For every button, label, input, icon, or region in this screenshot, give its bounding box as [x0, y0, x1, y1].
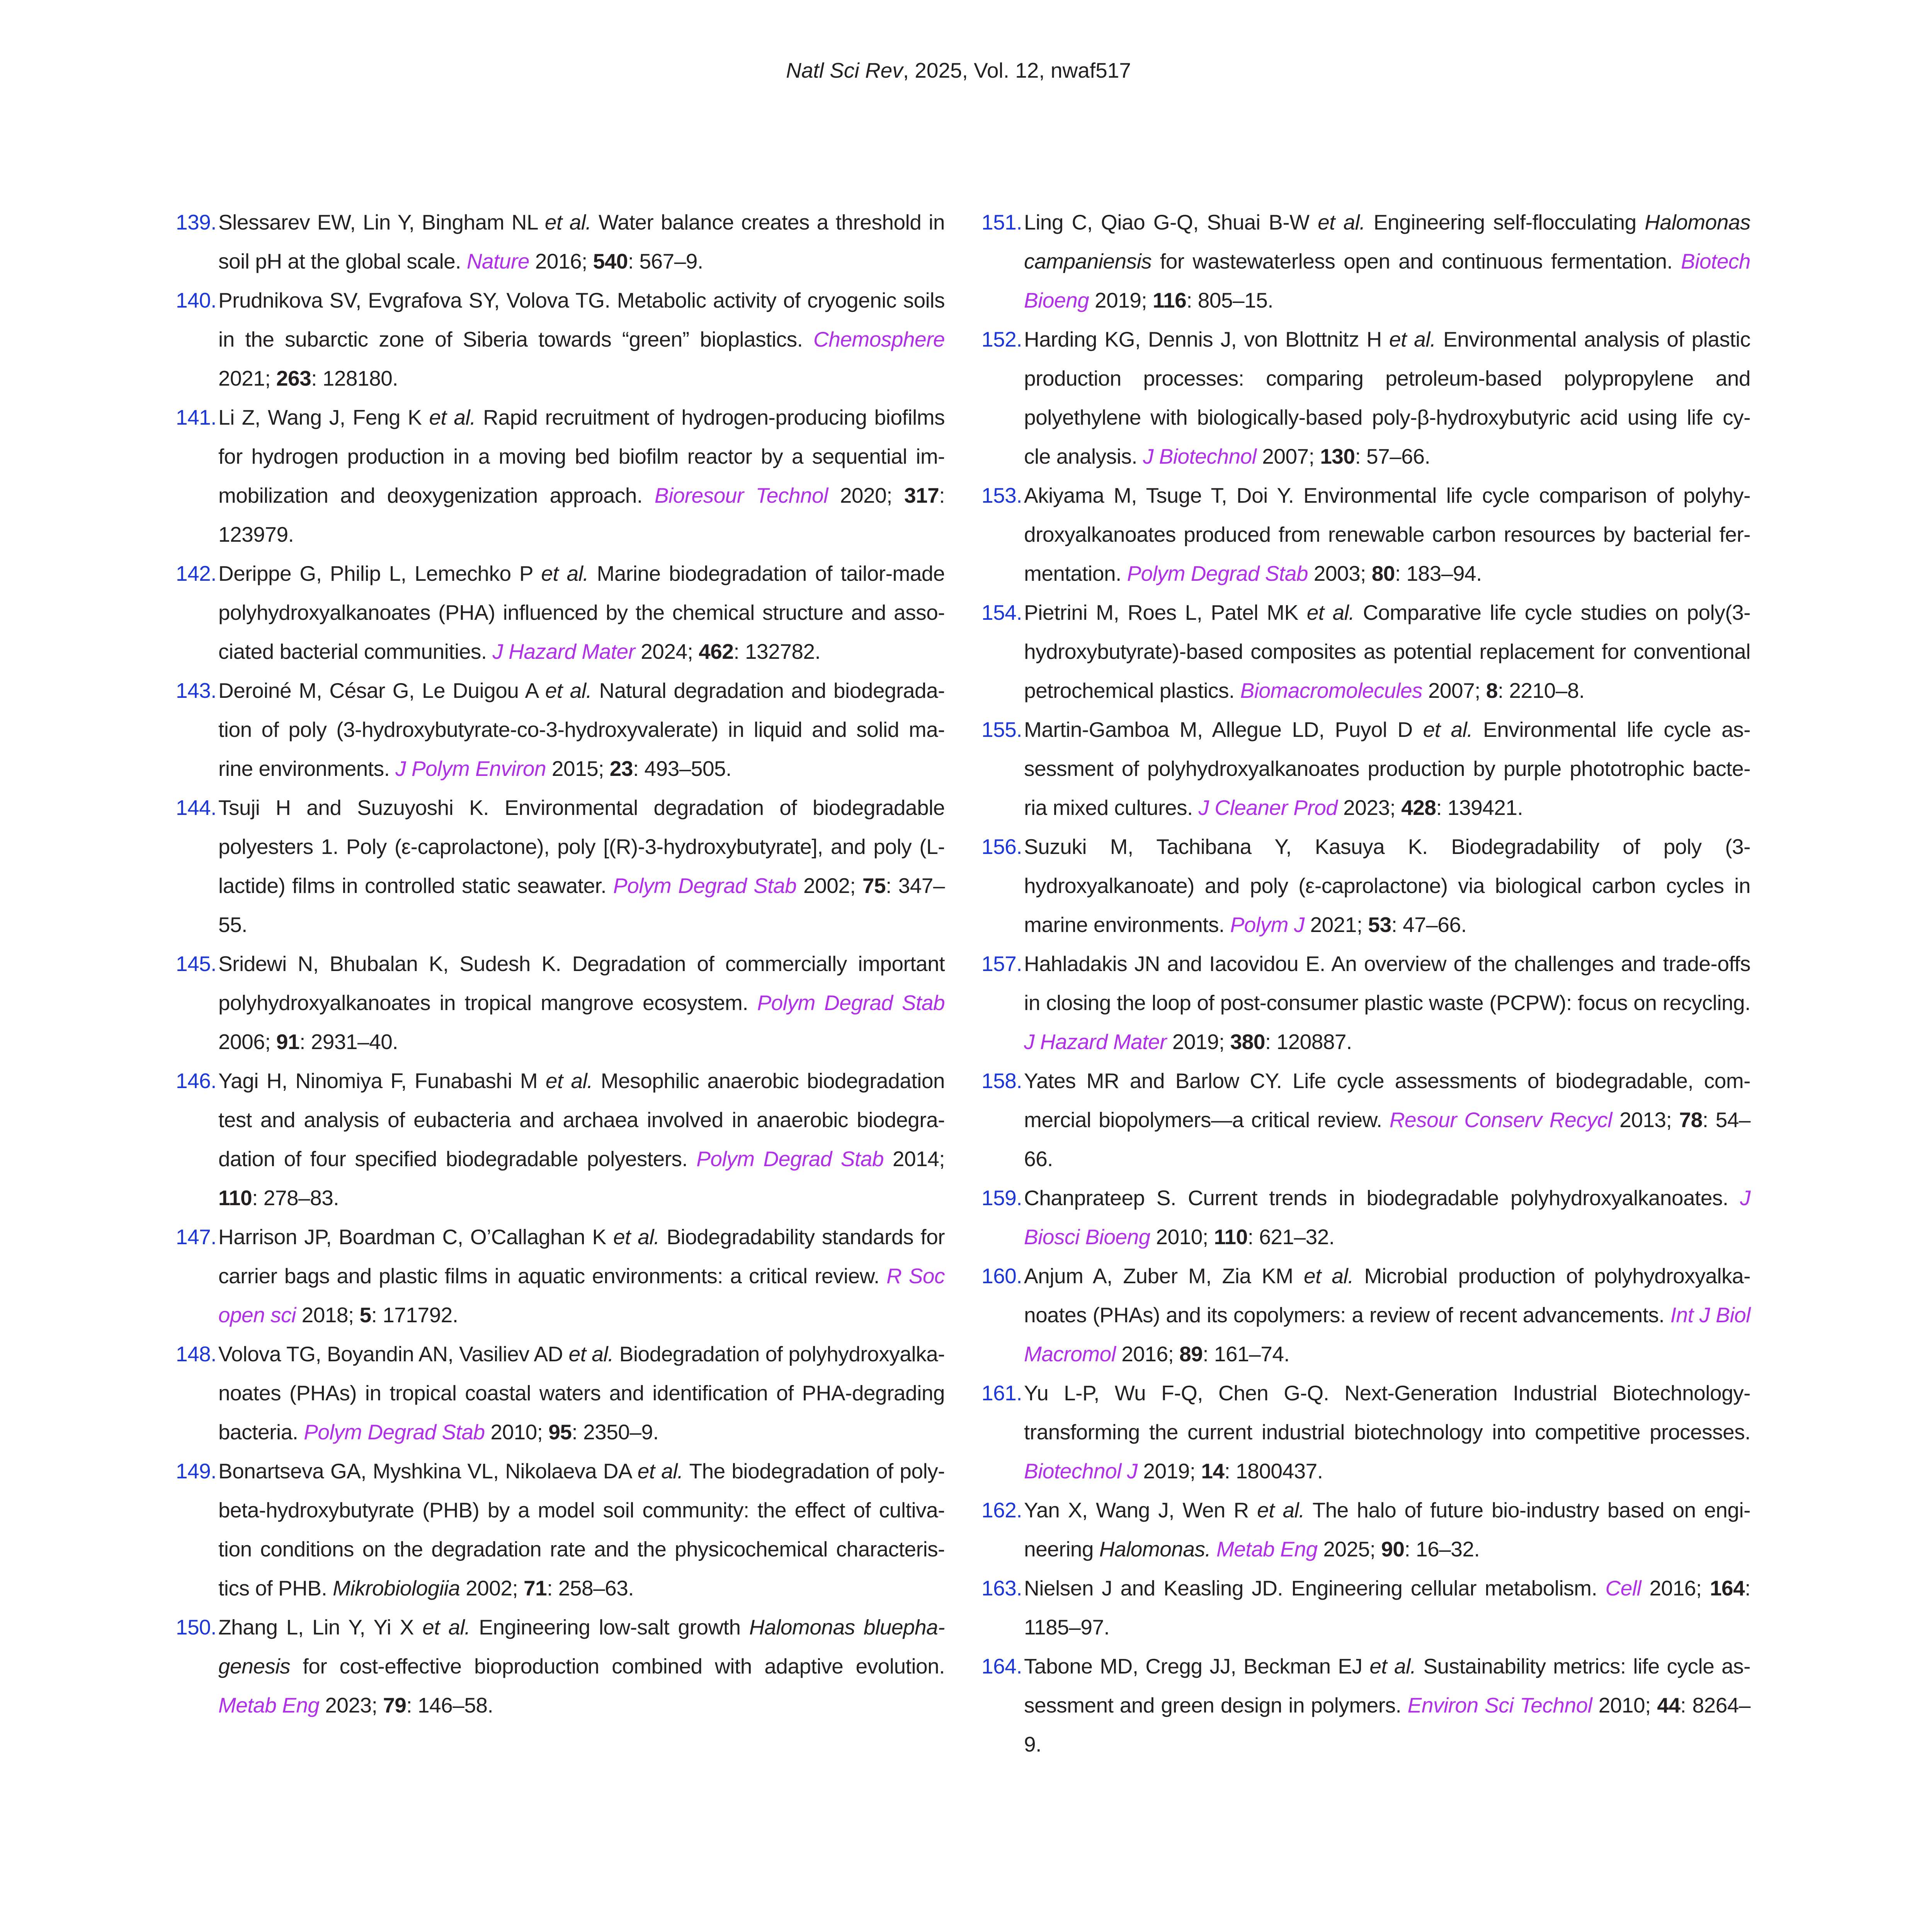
reference-pages: : 2210–8.	[1497, 679, 1585, 702]
reference-authors: Yates MR and Barlow CY. Life cycle assessments of biodegradable, com-mercial biopolymers—a critical review.	[1024, 1069, 1750, 1132]
reference-pages: : 2931–40.	[299, 1030, 398, 1054]
reference-volume: 23	[609, 757, 633, 781]
reference-item	[176, 554, 945, 671]
reference-title: Engineering self-flocculating	[1365, 210, 1645, 234]
reference-year: 2010;	[1592, 1693, 1657, 1717]
reference-volume: 380	[1230, 1030, 1265, 1054]
reference-title: Rapid recruitment of hydrogen-producing biofilms for hydrogen production in a moving bed biofilm reactor by a sequential im-mobilization and deoxygenization approach.	[218, 405, 945, 507]
reference-authors: Yan X, Wang J, Wen R	[1024, 1498, 1257, 1522]
reference-item	[981, 1061, 1750, 1179]
journal-link[interactable]: Environ Sci Technol	[1407, 1693, 1592, 1717]
journal-link[interactable]: Polym Degrad Stab	[1127, 561, 1308, 585]
reference-title-cont: for cost-effective bioproduction combined with adaptive evolution.	[290, 1654, 945, 1678]
reference-pages: : 47–66.	[1391, 913, 1467, 937]
reference-authors: Volova TG, Boyandin AN, Vasiliev AD	[218, 1342, 569, 1366]
journal-link[interactable]: J Polym Environ	[395, 757, 546, 781]
reference-year: 2020;	[828, 483, 904, 507]
reference-title-cont	[1211, 1537, 1216, 1561]
et-al: et al.	[422, 1615, 470, 1639]
journal-link[interactable]: J Hazard Mater	[1024, 1030, 1167, 1054]
reference-authors: Anjum A, Zuber M, Zia KM	[1024, 1264, 1304, 1288]
reference-authors: Prudnikova SV, Evgrafova SY, Volova TG. Metabolic activity of cryogenic soils in the subarctic zone of Siberia towards “green” bioplastics.	[218, 288, 945, 351]
reference-number-link[interactable]: 148.	[176, 1342, 217, 1366]
journal-link[interactable]: Cell	[1605, 1576, 1641, 1600]
reference-volume: 79	[383, 1693, 407, 1717]
reference-year: 2024;	[635, 639, 699, 663]
reference-authors: Nielsen J and Keasling JD. Engineering cellular metabolism.	[1024, 1576, 1606, 1600]
journal-link[interactable]: Polym Degrad Stab	[757, 991, 945, 1015]
reference-year: 2019;	[1166, 1030, 1230, 1054]
reference-volume: 5	[359, 1303, 371, 1327]
reference-number-link[interactable]: 164.	[981, 1654, 1022, 1678]
reference-volume: 75	[862, 874, 886, 898]
reference-pages: : 2350–9.	[572, 1420, 659, 1444]
journal-link[interactable]: R Soc open sci	[218, 1264, 945, 1327]
reference-year: 2007;	[1256, 444, 1320, 468]
journal-link[interactable]: Biotechnol J	[1024, 1459, 1138, 1483]
reference-title: Environmental analysis of plastic production processes: comparing petroleum-based polypropylene and polyethylene with biologically-based poly-β-hydroxybutyric acid using life cy-cle analysis.	[1024, 327, 1750, 468]
reference-volume: 89	[1179, 1342, 1203, 1366]
species-name: Halomonas.	[1099, 1537, 1211, 1561]
reference-volume: 317	[904, 483, 939, 507]
reference-item	[176, 1335, 945, 1452]
journal-link[interactable]: Int J Biol Macromol	[1024, 1303, 1750, 1366]
reference-number-link[interactable]: 147.	[176, 1225, 217, 1249]
reference-item	[981, 203, 1750, 320]
reference-number-link[interactable]: 143.	[176, 679, 217, 702]
reference-volume: 53	[1368, 913, 1391, 937]
reference-item	[981, 1374, 1750, 1491]
reference-year: 2016;	[1641, 1576, 1710, 1600]
reference-pages: : 8264–9.	[1024, 1693, 1750, 1756]
reference-pages: : 139421.	[1436, 796, 1523, 820]
reference-volume: 110	[1214, 1225, 1248, 1249]
reference-volume: 130	[1320, 444, 1355, 468]
reference-pages: : 128180.	[311, 366, 398, 390]
reference-number-link[interactable]: 163.	[981, 1576, 1022, 1600]
reference-year: 2016;	[529, 249, 593, 273]
reference-title: Environmental life cycle as-sessment of polyhydroxyalkanoates production by purple phototrophic bacte-ria mixed cultures.	[1024, 718, 1750, 820]
reference-pages: : 258–63.	[547, 1576, 634, 1600]
reference-authors: Sridewi N, Bhubalan K, Sudesh K. Degradation of commercially important polyhydroxyalkanoates in tropical mangrove ecosystem.	[218, 952, 945, 1015]
reference-pages: : 161–74.	[1203, 1342, 1290, 1366]
reference-year: 2021;	[218, 366, 276, 390]
reference-pages: : 493–505.	[633, 757, 731, 781]
journal-link[interactable]: Metab Eng	[1216, 1537, 1318, 1561]
reference-item	[176, 788, 945, 944]
reference-number-link[interactable]: 156.	[981, 835, 1022, 859]
reference-number-link[interactable]: 139.	[176, 210, 217, 234]
reference-number-link[interactable]: 146.	[176, 1069, 217, 1093]
reference-item	[981, 827, 1750, 944]
reference-year: 2023;	[1337, 796, 1402, 820]
reference-volume: 540	[593, 249, 628, 273]
reference-pages: : 621–32.	[1247, 1225, 1335, 1249]
reference-pages: : 132782.	[733, 639, 821, 663]
et-al: et al.	[541, 561, 589, 585]
reference-item	[981, 476, 1750, 593]
journal-link[interactable]: Polym J	[1230, 913, 1305, 937]
reference-authors: Yagi H, Ninomiya F, Funabashi M	[218, 1069, 546, 1093]
reference-year: 2023;	[319, 1693, 383, 1717]
reference-item	[981, 1257, 1750, 1374]
reference-number-link[interactable]: 158.	[981, 1069, 1022, 1093]
et-al: et al.	[429, 405, 476, 429]
reference-item	[176, 1608, 945, 1725]
journal-name: Mikrobiologiia	[333, 1576, 460, 1600]
reference-number-link[interactable]: 161.	[981, 1381, 1022, 1405]
reference-item	[981, 1491, 1750, 1569]
reference-volume: 110	[218, 1186, 252, 1210]
reference-item	[176, 203, 945, 281]
reference-year: 2006;	[218, 1030, 276, 1054]
reference-item	[176, 398, 945, 554]
reference-pages: : 120887.	[1265, 1030, 1352, 1054]
reference-title: Comparative life cycle studies on poly(3-hydroxybutyrate)-based composites as potential replacement for conventional petrochemical plastics.	[1024, 600, 1750, 702]
reference-number-link[interactable]: 141.	[176, 405, 217, 429]
reference-year: 2013;	[1612, 1108, 1679, 1132]
reference-item	[981, 1179, 1750, 1257]
reference-item	[981, 320, 1750, 476]
et-al: et al.	[1318, 210, 1366, 234]
reference-number-link[interactable]: 144.	[176, 796, 217, 820]
reference-number-link[interactable]: 155.	[981, 718, 1022, 742]
reference-number-link[interactable]: 160.	[981, 1264, 1022, 1288]
reference-authors: Pietrini M, Roes L, Patel MK	[1024, 600, 1307, 624]
reference-authors: Slessarev EW, Lin Y, Bingham NL	[218, 210, 545, 234]
reference-volume: 90	[1381, 1537, 1405, 1561]
reference-authors: Suzuki M, Tachibana Y, Kasuya K. Biodegradability of poly (3-hydroxyalkanoate) and poly (ε-caprolactone) via biological carbon cycles in marine environments.	[1024, 835, 1750, 937]
reference-item	[981, 1569, 1750, 1647]
et-al: et al.	[1423, 718, 1473, 742]
reference-volume: 95	[548, 1420, 572, 1444]
reference-pages: : 278–83.	[252, 1186, 339, 1210]
journal-link[interactable]: Biomacromolecules	[1240, 679, 1423, 702]
reference-year: 2014;	[883, 1147, 945, 1171]
reference-year: 2003;	[1308, 561, 1372, 585]
journal-link[interactable]: J Biosci Bioeng	[1024, 1186, 1750, 1249]
reference-item	[981, 593, 1750, 710]
reference-number-link[interactable]: 154.	[981, 600, 1022, 624]
reference-number-link[interactable]: 151.	[981, 210, 1022, 234]
reference-item	[176, 1452, 945, 1608]
reference-volume: 462	[699, 639, 734, 663]
running-header	[0, 58, 1917, 83]
reference-title: The biodegradation of poly-beta-hydroxybutyrate (PHB) by a model soil community: the effect of cultiva-tion conditions on the degradation rate and the physicochemical characteris-tics of PHB.	[218, 1459, 945, 1600]
reference-pages: : 146–58.	[406, 1693, 493, 1717]
reference-number-link[interactable]: 159.	[981, 1186, 1022, 1210]
reference-year: 2010;	[1150, 1225, 1214, 1249]
reference-authors: Tsuji H and Suzuyoshi K. Environmental degradation of biodegradable polyesters 1. Poly (ε-caprolactone), poly [(R)-3-hydroxybutyrate], and poly (L-lactide) films in controlled static seawater.	[218, 796, 945, 898]
et-al: et al.	[568, 1342, 614, 1366]
reference-authors: Deroiné M, César G, Le Duigou A	[218, 679, 545, 702]
reference-year: 2019;	[1137, 1459, 1201, 1483]
journal-link[interactable]: Biotech Bioeng	[1024, 249, 1750, 312]
reference-item	[176, 944, 945, 1061]
reference-number-link[interactable]: 145.	[176, 952, 217, 976]
reference-pages: : 1185–97.	[1024, 1576, 1750, 1639]
reference-year: 2002;	[796, 874, 862, 898]
journal-link[interactable]: Polym Degrad Stab	[304, 1420, 485, 1444]
species-name: Halomonas bluepha-genesis	[218, 1615, 945, 1678]
journal-link[interactable]: Polym Degrad Stab	[613, 874, 797, 898]
reference-title: Engineering low-salt growth	[470, 1615, 749, 1639]
reference-pages: : 57–66.	[1355, 444, 1431, 468]
reference-volume: 71	[524, 1576, 547, 1600]
reference-authors: Martin-Gamboa M, Allegue LD, Puyol D	[1024, 718, 1423, 742]
reference-title: Microbial production of polyhydroxyalka-noates (PHAs) and its copolymers: a review of recent advancements.	[1024, 1264, 1750, 1327]
reference-title: Sustainability metrics: life cycle as-sessment and green design in polymers.	[1024, 1654, 1750, 1717]
reference-pages: : 171792.	[371, 1303, 458, 1327]
journal-link[interactable]: J Cleaner Prod	[1198, 796, 1338, 820]
reference-number-link[interactable]: 150.	[176, 1615, 217, 1639]
reference-year: 2025;	[1317, 1537, 1381, 1561]
reference-column-right	[981, 203, 1750, 1764]
journal-link[interactable]: Metab Eng	[218, 1693, 320, 1717]
reference-title: Biodegradation of polyhydroxyalka-noates (PHAs) in tropical coastal waters and identification of PHA-degrading bacteria.	[218, 1342, 945, 1444]
et-al: et al.	[544, 210, 592, 234]
reference-number-link[interactable]: 142.	[176, 561, 217, 585]
reference-item	[176, 281, 945, 398]
reference-volume: 14	[1201, 1459, 1225, 1483]
reference-item	[176, 1218, 945, 1335]
reference-volume: 78	[1679, 1108, 1703, 1132]
reference-year: 2018;	[296, 1303, 360, 1327]
reference-pages: : 805–15.	[1186, 288, 1274, 312]
reference-number-link[interactable]: 149.	[176, 1459, 217, 1483]
reference-year: 2021;	[1304, 913, 1368, 937]
reference-authors: Derippe G, Philip L, Lemechko P	[218, 561, 541, 585]
reference-number-link[interactable]: 157.	[981, 952, 1022, 976]
reference-column-left	[176, 203, 945, 1725]
reference-title-cont: for wastewaterless open and continuous fermentation.	[1152, 249, 1681, 273]
header-volume-info: , 2025, Vol. 12, nwaf517	[903, 58, 1131, 82]
reference-year: 2019;	[1089, 288, 1153, 312]
reference-authors: Li Z, Wang J, Feng K	[218, 405, 429, 429]
reference-volume: 91	[276, 1030, 300, 1054]
reference-number-link[interactable]: 140.	[176, 288, 217, 312]
reference-pages: : 183–94.	[1395, 561, 1482, 585]
reference-year: 2010;	[485, 1420, 549, 1444]
et-al: et al.	[613, 1225, 660, 1249]
reference-item	[981, 710, 1750, 827]
reference-authors: Ling C, Qiao G-Q, Shuai B-W	[1024, 210, 1318, 234]
reference-pages: : 567–9.	[628, 249, 703, 273]
et-al: et al.	[545, 1069, 593, 1093]
journal-link[interactable]: Nature	[466, 249, 529, 273]
et-al: et al.	[1257, 1498, 1305, 1522]
reference-pages: : 123979.	[218, 483, 945, 546]
reference-volume: 44	[1657, 1693, 1681, 1717]
reference-authors: Yu L-P, Wu F-Q, Chen G-Q. Next-Generation Industrial Biotechnology-transforming the current industrial biotechnology into competitive processes.	[1024, 1381, 1750, 1444]
reference-year: 2002;	[460, 1576, 524, 1600]
reference-volume: 428	[1401, 796, 1436, 820]
et-al: et al.	[545, 679, 592, 702]
et-al: et al.	[1389, 327, 1436, 351]
reference-number-link[interactable]: 153.	[981, 483, 1022, 507]
reference-item	[981, 944, 1750, 1061]
reference-authors: Akiyama M, Tsuge T, Doi Y. Environmental life cycle comparison of polyhy-droxyalkanoates produced from renewable carbon resources by bacterial fer-mentation.	[1024, 483, 1750, 585]
species-name: Halomonas campaniensis	[1024, 210, 1750, 273]
journal-link[interactable]: Bioresour Technol	[654, 483, 828, 507]
journal-link[interactable]: Resour Conserv Recycl	[1389, 1108, 1612, 1132]
reference-pages: : 16–32.	[1404, 1537, 1480, 1561]
reference-authors: Tabone MD, Cregg JJ, Beckman EJ	[1024, 1654, 1370, 1678]
reference-volume: 164	[1709, 1576, 1745, 1600]
journal-link[interactable]: J Biotechnol	[1143, 444, 1257, 468]
reference-item	[176, 671, 945, 788]
journal-link[interactable]: Chemosphere	[813, 327, 945, 351]
reference-authors: Zhang L, Lin Y, Yi X	[218, 1615, 423, 1639]
reference-title: Natural degradation and biodegrada-tion of poly (3-hydroxybutyrate-co-3-hydroxyvalerate) in liquid and solid ma-rine environments.	[218, 679, 945, 781]
reference-volume: 263	[276, 366, 311, 390]
header-journal: Natl Sci Rev	[786, 58, 903, 82]
et-al: et al.	[1304, 1264, 1354, 1288]
et-al: et al.	[1369, 1654, 1416, 1678]
reference-volume: 80	[1371, 561, 1395, 585]
reference-authors: Chanprateep S. Current trends in biodegradable polyhydroxyalkanoates.	[1024, 1186, 1740, 1210]
reference-year: 2016;	[1116, 1342, 1180, 1366]
et-al: et al.	[1306, 600, 1355, 624]
reference-title: Marine biodegradation of tailor-made polyhydroxyalkanoates (PHA) influenced by the chemical structure and asso-ciated bacterial communities.	[218, 561, 945, 663]
reference-volume: 116	[1152, 288, 1187, 312]
et-al: et al.	[637, 1459, 683, 1483]
reference-volume: 8	[1486, 679, 1498, 702]
reference-number-link[interactable]: 152.	[981, 327, 1022, 351]
reference-pages: : 1800437.	[1224, 1459, 1323, 1483]
journal-link[interactable]: Polym Degrad Stab	[696, 1147, 884, 1171]
reference-title: The halo of future bio-industry based on engi-neering	[1024, 1498, 1750, 1561]
reference-authors: Bonartseva GA, Myshkina VL, Nikolaeva DA	[218, 1459, 638, 1483]
reference-pages: : 347–55.	[218, 874, 945, 937]
reference-authors: Harrison JP, Boardman C, O’Callaghan K	[218, 1225, 613, 1249]
reference-number-link[interactable]: 162.	[981, 1498, 1022, 1522]
reference-year: 2015;	[546, 757, 610, 781]
reference-item	[981, 1647, 1750, 1764]
reference-authors: Harding KG, Dennis J, von Blottnitz H	[1024, 327, 1389, 351]
reference-authors: Hahladakis JN and Iacovidou E. An overview of the challenges and trade-offs in closing the loop of post-consumer plastic waste (PCPW): focus on recycling.	[1024, 952, 1750, 1015]
reference-title: Mesophilic anaerobic biodegradation test and analysis of eubacteria and archaea involved in anaerobic biodegra-dation of four specified biodegradable polyesters.	[218, 1069, 945, 1171]
journal-link[interactable]: J Hazard Mater	[492, 639, 635, 663]
reference-pages: : 54–66.	[1024, 1108, 1750, 1171]
reference-title: Biodegradability standards for carrier bags and plastic films in aquatic environments: a critical review.	[218, 1225, 945, 1288]
reference-year: 2007;	[1422, 679, 1486, 702]
reference-title: Water balance creates a threshold in soil pH at the global scale.	[218, 210, 945, 273]
reference-item	[176, 1061, 945, 1218]
